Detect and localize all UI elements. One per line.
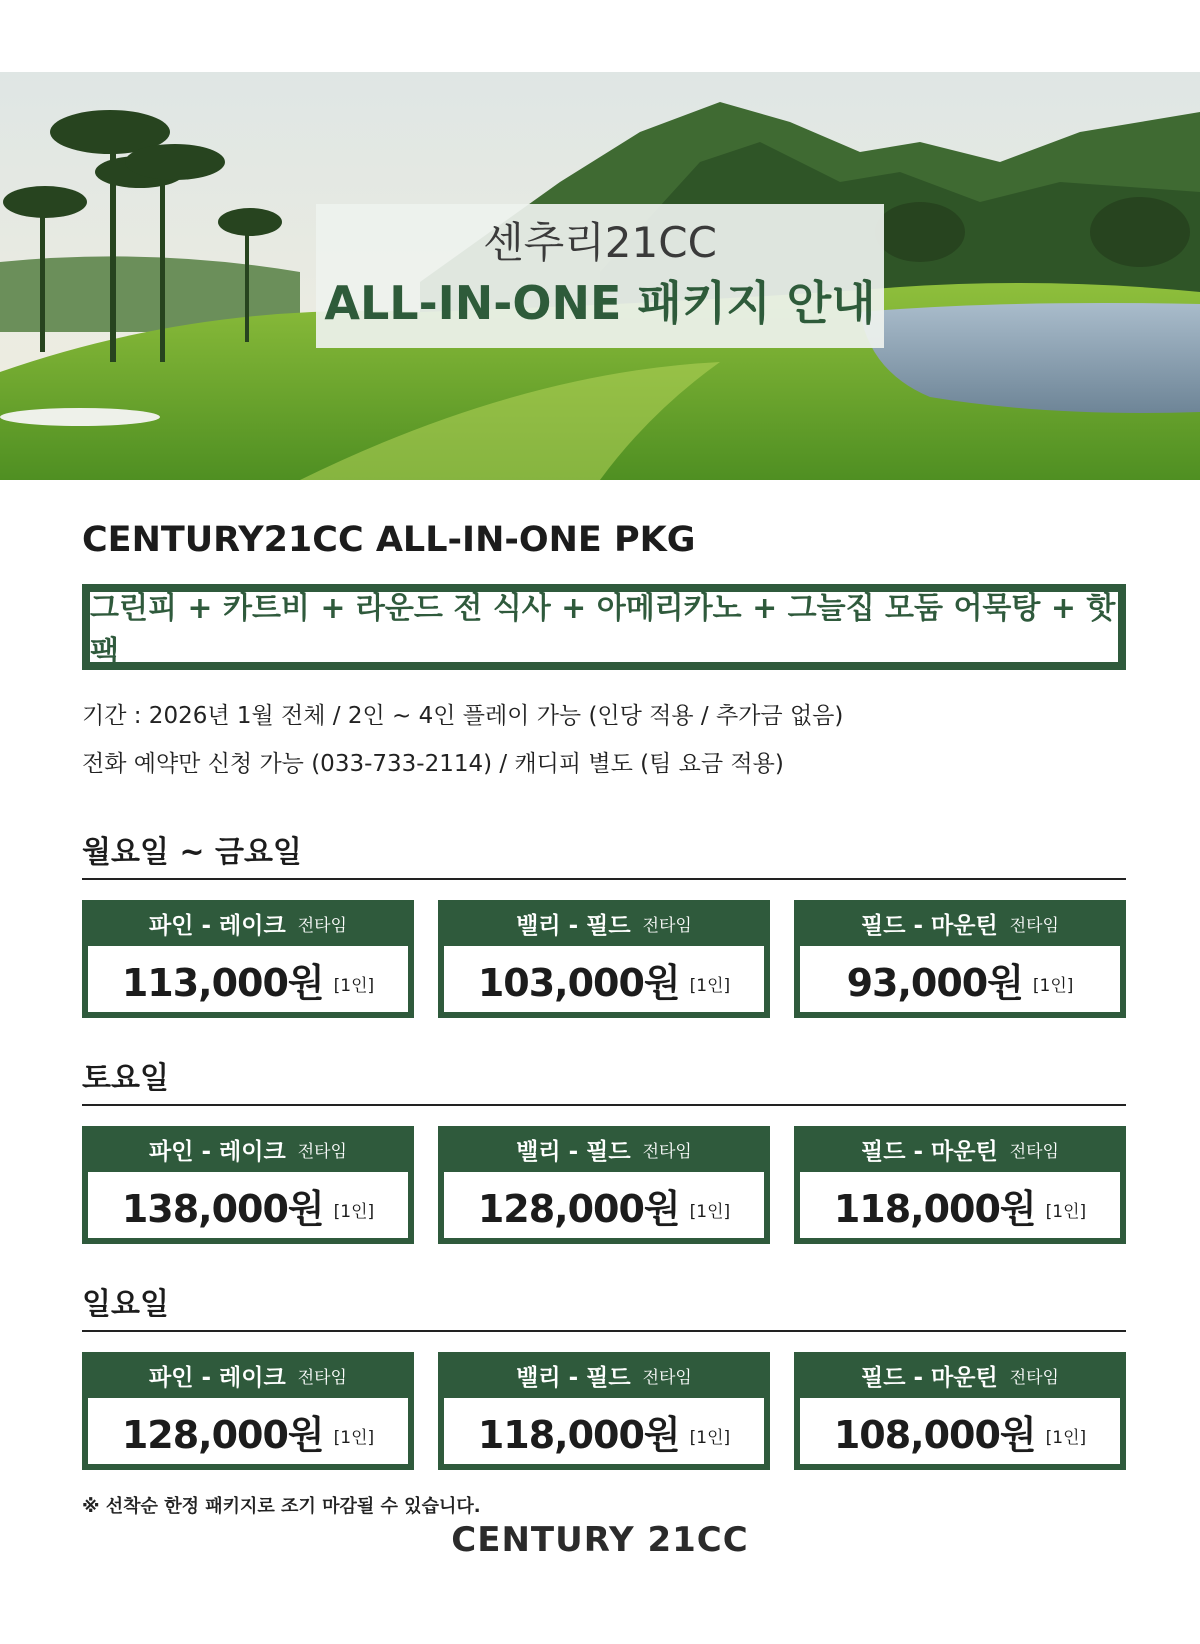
course-name: 필드 - 마운틴 xyxy=(861,1138,998,1165)
course-name: 밸리 - 필드 xyxy=(516,1364,631,1391)
price-unit: [1인] xyxy=(1045,1201,1087,1222)
card-body xyxy=(88,946,408,1012)
price-card xyxy=(82,1352,414,1470)
course-name: 파인 - 레이크 xyxy=(149,912,286,939)
card-body xyxy=(444,1172,764,1238)
divider xyxy=(82,1330,1126,1332)
course-name: 필드 - 마운틴 xyxy=(861,912,998,939)
hero-subtitle: 센추리21CC xyxy=(483,218,717,267)
price-unit: [1인] xyxy=(1045,1427,1087,1448)
footnote: ※ 선착순 한정 패키지로 조기 마감될 수 있습니다. xyxy=(82,1496,481,1517)
hero-banner xyxy=(0,72,1200,480)
package-includes: 그린피 + 카트비 + 라운드 전 식사 + 아메리카노 + 그늘집 모둠 어묵탕 + 핫팩 xyxy=(90,591,1116,670)
course-name: 밸리 - 필드 xyxy=(516,912,631,939)
info-reservation-line: 전화 예약만 신청 가능 (033-733-2114) / 캐디피 별도 (팀 요금 적용) xyxy=(82,751,784,777)
price-unit: [1인] xyxy=(689,1427,731,1448)
day-section-weekday xyxy=(82,828,1126,1018)
day-title: 월요일 ~ 금요일 xyxy=(82,835,302,870)
day-title: 일요일 xyxy=(82,1287,169,1322)
price: 128,000원 xyxy=(477,1186,680,1231)
card-body xyxy=(444,946,764,1012)
price-cards xyxy=(82,900,1126,1018)
tee-time-type: 전타임 xyxy=(642,1141,692,1162)
price-unit: [1인] xyxy=(689,975,731,996)
price-card xyxy=(794,900,1126,1018)
hero-title: ALL-IN-ONE 패키지 안내 xyxy=(324,276,876,330)
card-body xyxy=(88,1172,408,1238)
price: 118,000원 xyxy=(477,1412,680,1457)
tee-time-type: 전타임 xyxy=(297,915,347,936)
tee-time-type: 전타임 xyxy=(1009,1141,1059,1162)
price-unit: [1인] xyxy=(1032,975,1074,996)
card-header xyxy=(444,1126,764,1172)
price-card xyxy=(82,900,414,1018)
package-includes-box xyxy=(82,584,1126,670)
price-cards xyxy=(82,1352,1126,1470)
tee-time-type: 전타임 xyxy=(642,915,692,936)
price-card xyxy=(438,900,770,1018)
tee-time-type: 전타임 xyxy=(1009,915,1059,936)
main-content xyxy=(82,510,1126,1518)
card-header xyxy=(88,900,408,946)
course-name: 밸리 - 필드 xyxy=(516,1138,631,1165)
tee-time-type: 전타임 xyxy=(1009,1367,1059,1388)
card-header xyxy=(88,1352,408,1398)
price-unit: [1인] xyxy=(689,1201,731,1222)
price-card xyxy=(438,1352,770,1470)
price: 113,000원 xyxy=(121,960,324,1005)
price: 103,000원 xyxy=(477,960,680,1005)
price: 118,000원 xyxy=(833,1186,1036,1231)
course-name: 파인 - 레이크 xyxy=(149,1138,286,1165)
card-header xyxy=(88,1126,408,1172)
tee-time-type: 전타임 xyxy=(297,1141,347,1162)
card-body xyxy=(88,1398,408,1464)
price-card xyxy=(794,1126,1126,1244)
card-header xyxy=(800,900,1120,946)
price-unit: [1인] xyxy=(333,975,375,996)
price-cards xyxy=(82,1126,1126,1244)
divider xyxy=(82,878,1126,880)
price-card xyxy=(82,1126,414,1244)
price: 128,000원 xyxy=(121,1412,324,1457)
price: 108,000원 xyxy=(833,1412,1036,1457)
tee-time-type: 전타임 xyxy=(642,1367,692,1388)
card-body xyxy=(800,1398,1120,1464)
price-card xyxy=(794,1352,1126,1470)
card-header xyxy=(800,1126,1120,1172)
price: 93,000원 xyxy=(846,960,1023,1005)
day-section-saturday xyxy=(82,1054,1126,1244)
hero-title-box xyxy=(316,204,884,348)
brand-logo: CENTURY 21CC xyxy=(451,1520,749,1560)
day-title: 토요일 xyxy=(82,1061,169,1096)
card-body xyxy=(444,1398,764,1464)
tee-time-type: 전타임 xyxy=(297,1367,347,1388)
card-header xyxy=(800,1352,1120,1398)
card-header xyxy=(444,1352,764,1398)
price-unit: [1인] xyxy=(333,1201,375,1222)
price: 138,000원 xyxy=(121,1186,324,1231)
course-name: 파인 - 레이크 xyxy=(149,1364,286,1391)
info-period-line: 기간 : 2026년 1월 전체 / 2인 ~ 4인 플레이 가능 (인당 적용 / 추가금 없음) xyxy=(82,703,844,729)
package-info xyxy=(82,692,1126,788)
card-body xyxy=(800,1172,1120,1238)
card-header xyxy=(444,900,764,946)
course-name: 필드 - 마운틴 xyxy=(861,1364,998,1391)
card-body xyxy=(800,946,1120,1012)
price-unit: [1인] xyxy=(333,1427,375,1448)
package-title: CENTURY21CC ALL-IN-ONE PKG xyxy=(82,520,696,560)
price-card xyxy=(438,1126,770,1244)
day-section-sunday xyxy=(82,1280,1126,1470)
divider xyxy=(82,1104,1126,1106)
